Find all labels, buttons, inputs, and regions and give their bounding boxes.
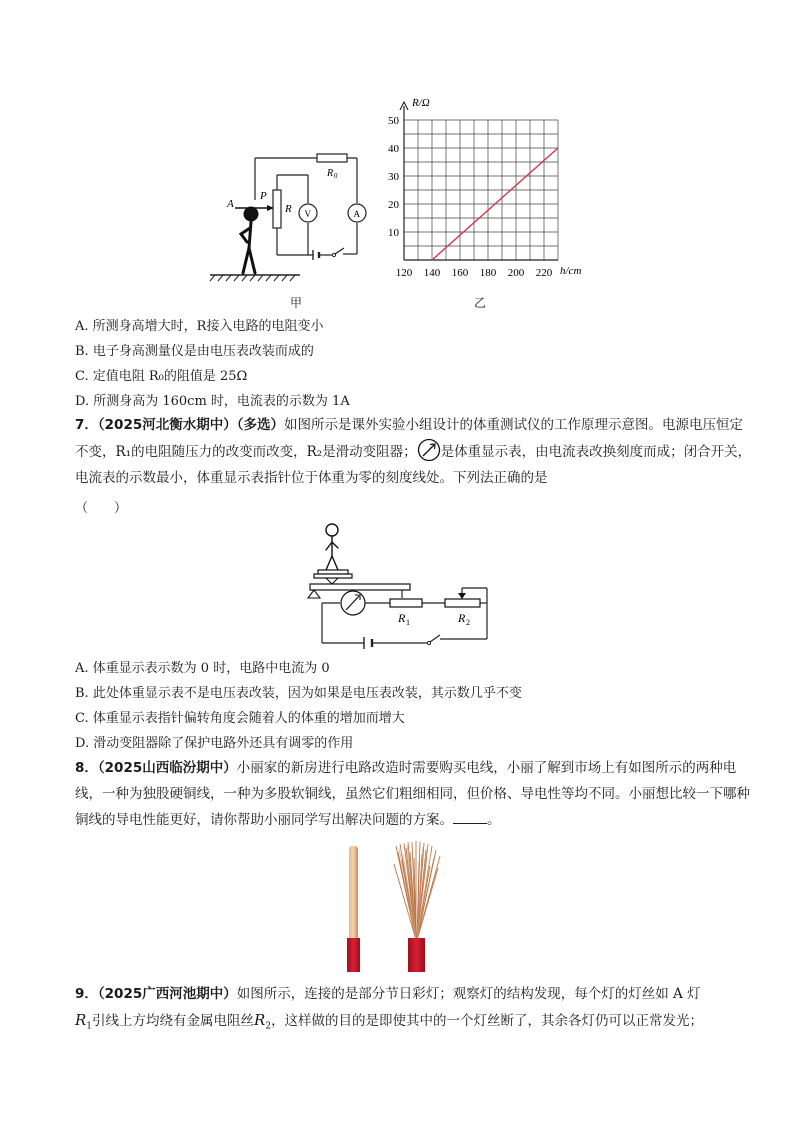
stranded-copper-wire [394, 841, 440, 940]
q8-answer-blank [453, 809, 487, 824]
q7-option-d: D. 滑动变阻器除了保护电路外还具有调零的作用 [75, 736, 354, 751]
q9-text-2: 引线上方均绕有金属电阻丝 [92, 1013, 255, 1029]
q9-r1-sub: 1 [86, 1021, 93, 1032]
y-tick-label: 20 [388, 199, 399, 211]
x-tick-label: 220 [535, 267, 553, 279]
q9-text-1: 如图所示，连接的是部分节日彩灯；观察灯的结构发现，每个灯的灯丝如 A 灯 [236, 986, 701, 1002]
x-tick-label: 120 [395, 267, 413, 279]
q9-text-3: ，这样做的目的是即使其中的一个灯丝断了，其余各灯仍可以正常发光； [271, 1013, 704, 1029]
label-r2: R [458, 611, 466, 625]
y-tick-label: 50 [388, 115, 399, 127]
q7-number: 7． [75, 417, 98, 433]
q9-r1: R [75, 1011, 87, 1029]
q9-r2: R [254, 1011, 266, 1029]
solid-copper-wire [347, 846, 360, 972]
question-7 [75, 412, 755, 491]
y-axis-label: R/Ω [412, 97, 430, 109]
x-tick-label: 180 [479, 267, 497, 279]
q6-option-d: D. 所测身高为 160cm 时，电流表的示数为 1A [75, 394, 350, 409]
q9-r2-sub: 2 [265, 1021, 272, 1032]
q7-source: （2025河北衡水期中）（多选） [97, 417, 284, 433]
resistance-height-chart [380, 92, 590, 282]
question-8 [75, 755, 755, 833]
q9-number: 9． [75, 986, 98, 1002]
q6-option-c: C. 定值电阻 R₀的阻值是 25Ω [75, 369, 248, 384]
copper-wires-photo [320, 838, 470, 973]
height-circuit-figure [205, 150, 385, 285]
q8-text: 小丽家的新房进行电路改造时需要购买电线，小丽了解到市场上有如图所示的两种电线，一种为独股硬铜线，一种为多股软铜线，虽然它们粗细相同，但价格、导电性等均不同。小丽想比较一下哪种铜线的导电性能更好，请你帮助小丽同学写出解决问题的方案。 [75, 760, 750, 828]
x-tick-label: 200 [507, 267, 525, 279]
label-r0-sub: 0 [334, 172, 338, 180]
q8-source: （2025山西临汾期中） [97, 760, 237, 776]
label-r1: R [398, 611, 406, 625]
x-tick-label: 160 [451, 267, 469, 279]
caption-jia: 甲 [290, 296, 303, 310]
x-axis-label: h/cm [560, 265, 582, 277]
weight-display-meter-icon [417, 438, 441, 462]
q6-option-b: B. 电子身高测量仪是由电压表改装而成的 [75, 344, 314, 359]
q7-text-1: 如图所示是课外实验小组设计的体重测试仪的工作原理示意图。电源电压恒定不变，R₁的电阻随压力的改变而改变，R₂是滑动变阻器； [75, 417, 743, 460]
caption-yi: 乙 [474, 296, 487, 310]
chart-grid [404, 120, 558, 260]
question-9 [75, 981, 755, 1040]
q7-text-2: 是体重显示表，由电流表改换刻度而成；闭合开关，电流表的示数最小，体重显示表指针位于体重为零的刻度线处。下列法正确的是 [75, 444, 752, 486]
weight-scale-circuit-figure [300, 520, 505, 650]
y-tick-label: 10 [388, 227, 399, 239]
label-r0: R [327, 168, 334, 179]
ammeter-label: A [353, 209, 360, 219]
label-r1-sub: 1 [406, 618, 410, 627]
label-r: R [285, 203, 292, 215]
label-p: P [260, 190, 267, 202]
x-tick-label: 140 [423, 267, 441, 279]
voltmeter-label: V [304, 209, 311, 219]
label-r2-sub: 2 [466, 618, 470, 627]
chart-axes [404, 106, 558, 260]
q7-option-b: B. 此处体重显示表不是电压表改装，因为如果是电压表改装，其示数几乎不变 [75, 686, 522, 701]
label-a: A [227, 198, 234, 210]
q7-answer-bracket: （ ） [75, 501, 128, 516]
q7-option-c: C. 体重显示表指针偏转角度会随着人的体重的增加而增大 [75, 711, 405, 726]
q7-option-a: A. 体重显示表示数为 0 时，电路中电流为 0 [75, 661, 330, 676]
y-tick-label: 40 [388, 143, 399, 155]
y-tick-label: 30 [388, 171, 399, 183]
q8-end: 。 [487, 812, 501, 828]
q8-number: 8． [75, 760, 98, 776]
q9-source: （2025广西河池期中） [97, 986, 237, 1002]
q6-option-a: A. 所测身高增大时，R接入电路的电阻变小 [75, 319, 324, 334]
person-figure [241, 208, 257, 273]
